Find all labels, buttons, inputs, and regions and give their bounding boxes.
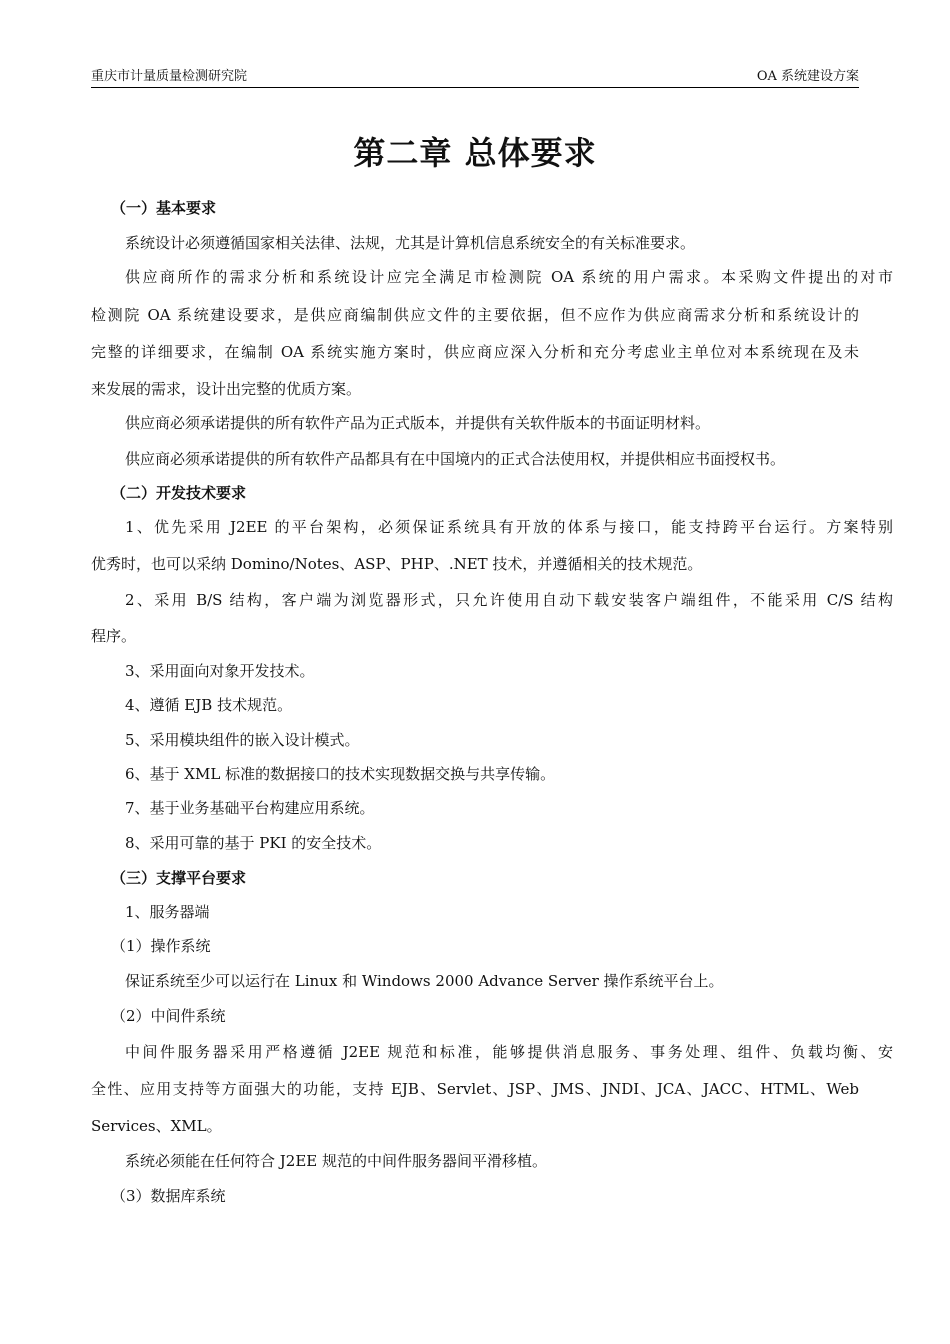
list-item-line: 优秀时，也可以采纳 Domino/Notes、ASP、PHP、.NET 技术，并遵循相关的技术规范。 (91, 555, 703, 573)
header-document-title: OA 系统建设方案 (756, 69, 859, 84)
page-header (91, 66, 859, 88)
list-item: 6、基于 XML 标准的数据接口的技术实现数据交换与共享传输。 (125, 765, 556, 783)
list-item: 7、基于业务基础平台构建应用系统。 (125, 799, 375, 817)
chapter-title: 第二章 总体要求 (353, 134, 597, 172)
paragraph-line: 检测院 OA 系统建设要求，是供应商编制供应文件的主要依据，但不应作为供应商需求分析和系统设计的 (91, 306, 859, 324)
list-item: 8、采用可靠的基于 PKI 的安全技术。 (125, 834, 382, 852)
list-item: 4、遵循 EJB 技术规范。 (125, 696, 293, 714)
subsection-heading: 1、服务器端 (125, 903, 210, 921)
header-organization: 重庆市计量质量检测研究院 (91, 69, 248, 84)
list-item-line: 程序。 (91, 627, 137, 645)
section-heading-platform: （三）支撑平台要求 (111, 869, 247, 887)
section-heading-basic: （一）基本要求 (111, 199, 217, 217)
paragraph-line: Services、XML。 (91, 1117, 222, 1135)
paragraph-line: 全性、应用支持等方面强大的功能，支持 EJB、Servlet、JSP、JMS、JNDI、JCA、JACC、HTML、Web (91, 1080, 859, 1098)
paragraph: 系统必须能在任何符合 J2EE 规范的中间件服务器间平滑移植。 (125, 1152, 547, 1170)
list-item: 3、采用面向对象开发技术。 (125, 662, 315, 680)
paragraph-line: 供应商所作的需求分析和系统设计应完全满足市检测院 OA 系统的用户需求。本采购文件提出的对市 (125, 268, 893, 286)
subsection-heading: （2）中间件系统 (111, 1007, 226, 1025)
paragraph: 系统设计必须遵循国家相关法律、法规，尤其是计算机信息系统安全的有关标准要求。 (125, 234, 696, 252)
list-item-line: 2、采用 B/S 结构，客户端为浏览器形式，只允许使用自动下载安装客户端组件，不能采用 C/S 结构 (125, 591, 893, 609)
subsection-heading: （3）数据库系统 (111, 1187, 226, 1205)
section-heading-dev-tech: （二）开发技术要求 (111, 484, 247, 502)
paragraph: 保证系统至少可以运行在 Linux 和 Windows 2000 Advance Server 操作系统平台上。 (125, 972, 724, 990)
list-item-line: 1、优先采用 J2EE 的平台架构，必须保证系统具有开放的体系与接口，能支持跨平台运行。方案特别 (125, 518, 893, 536)
paragraph: 供应商必须承诺提供的所有软件产品为正式版本，并提供有关软件版本的书面证明材料。 (125, 414, 711, 432)
paragraph: 供应商必须承诺提供的所有软件产品都具有在中国境内的正式合法使用权，并提供相应书面授权书。 (125, 450, 786, 468)
document-page (91, 0, 893, 1344)
subsection-heading: （1）操作系统 (111, 937, 211, 955)
list-item: 5、采用模块组件的嵌入设计模式。 (125, 731, 360, 749)
paragraph-line: 来发展的需求，设计出完整的优质方案。 (91, 380, 362, 398)
paragraph-line: 完整的详细要求，在编制 OA 系统实施方案时，供应商应深入分析和充分考虑业主单位对本系统现在及未 (91, 343, 859, 361)
paragraph-line: 中间件服务器采用严格遵循 J2EE 规范和标准，能够提供消息服务、事务处理、组件、负载均衡、安 (125, 1043, 893, 1061)
